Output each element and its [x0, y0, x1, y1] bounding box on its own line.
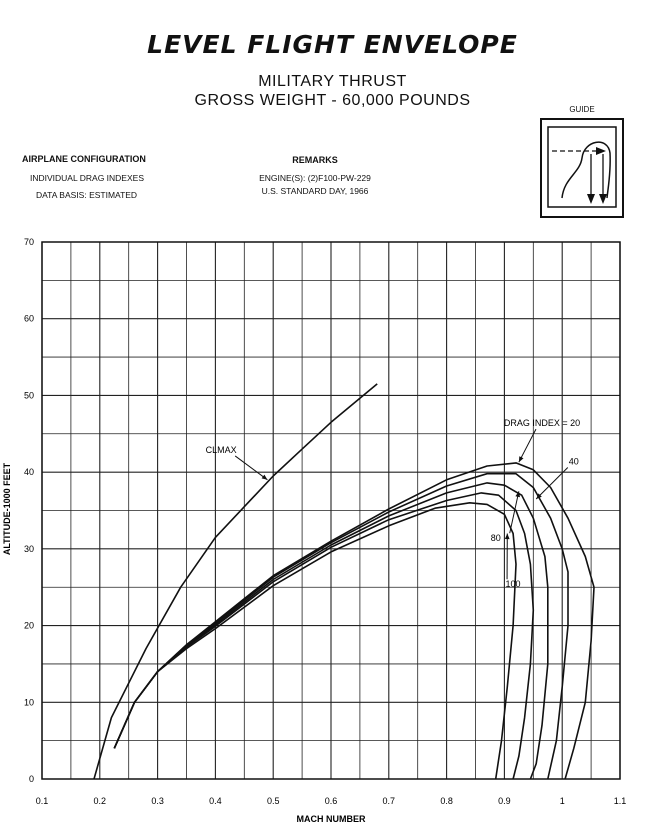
- tick-labels: [24, 237, 626, 806]
- x-tick-label: 0.6: [324, 796, 338, 806]
- y-tick-label: 20: [23, 620, 34, 631]
- x-axis-label: MACH NUMBER: [296, 814, 366, 824]
- config-heading: AIRPLANE CONFIGURATION: [22, 154, 146, 164]
- annotation-arrowhead: [262, 475, 268, 480]
- series-clmax: [94, 384, 377, 779]
- config-data-basis: DATA BASIS: ESTIMATED: [36, 190, 138, 200]
- x-tick-label: 0.9: [498, 796, 511, 806]
- annotation-label: 40: [568, 456, 579, 467]
- y-tick-label: 40: [23, 467, 34, 478]
- annotation-label: 100: [505, 579, 521, 590]
- x-tick-label: 0.5: [266, 796, 280, 806]
- config-drag-indexes: INDIVIDUAL DRAG INDEXES: [30, 173, 144, 183]
- remarks-standard-day: U.S. STANDARD DAY, 1966: [261, 186, 369, 196]
- x-tick-label: 1: [559, 796, 565, 806]
- y-tick-label: 70: [23, 237, 34, 247]
- annotation-leader: [235, 456, 267, 480]
- series-100: [114, 503, 516, 779]
- guide-label: GUIDE: [569, 105, 595, 114]
- y-tick-label: 30: [23, 543, 34, 554]
- y-tick-label: 10: [23, 697, 34, 708]
- y-tick-label: 0: [28, 774, 34, 784]
- x-tick-label: 0.3: [151, 796, 164, 806]
- remarks-heading: REMARKS: [292, 155, 338, 165]
- subtitle-thrust: MILITARY THRUST: [258, 73, 407, 90]
- subtitle-weight: GROSS WEIGHT - 60,000 POUNDS: [194, 92, 471, 109]
- x-tick-label: 0.1: [35, 796, 49, 806]
- chart-grid: [42, 242, 620, 779]
- chart-title: LEVEL FLIGHT ENVELOPE: [147, 30, 518, 59]
- x-tick-label: 0.7: [382, 796, 396, 806]
- x-tick-label: 1.1: [613, 796, 627, 806]
- remarks-engine: ENGINE(S): (2)F100-PW-229: [259, 173, 371, 183]
- annotation-label: DRAG INDEX = 20: [503, 418, 581, 429]
- annotation-label: 80: [490, 533, 501, 544]
- y-tick-label: 50: [23, 390, 34, 401]
- y-axis-label: ALTITUDE-1000 FEET: [2, 462, 12, 556]
- series-40: [114, 474, 568, 779]
- series-80: [114, 493, 533, 779]
- x-tick-label: 0.2: [93, 796, 107, 806]
- annotation-arrowhead: [505, 534, 510, 540]
- y-tick-label: 60: [23, 313, 34, 324]
- x-tick-label: 0.8: [440, 796, 453, 806]
- annotation-label: CLMAX: [205, 444, 237, 455]
- annotations: [206, 418, 580, 589]
- x-tick-label: 0.4: [209, 796, 222, 806]
